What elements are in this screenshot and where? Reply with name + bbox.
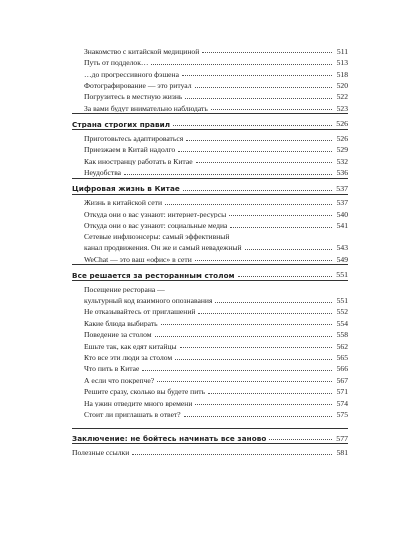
leader-dots: [132, 453, 332, 455]
toc-page-number: 577: [336, 433, 348, 443]
toc-page-number: 552: [336, 307, 348, 317]
toc-entry[interactable]: [72, 407, 348, 418]
table-of-contents: [72, 44, 348, 457]
toc-entry-title: Неудобства: [84, 169, 122, 177]
toc-page-number: 526: [336, 133, 348, 143]
toc-section-heading[interactable]: [72, 266, 348, 279]
toc-page-number: 526: [336, 119, 348, 129]
leader-dots: [161, 323, 332, 325]
toc-entry[interactable]: [72, 396, 348, 407]
toc-entry[interactable]: [72, 196, 348, 207]
toc-entry[interactable]: [72, 78, 348, 89]
toc-entry[interactable]: [72, 218, 348, 229]
leader-dots: [157, 380, 332, 382]
toc-page-number: 522: [336, 92, 348, 102]
toc-entry-title: Все решается за ресторанным столом: [72, 272, 235, 280]
toc-entry-title: Страна строгих правил: [72, 120, 171, 129]
leader-dots: [195, 403, 332, 405]
toc-page-number: 532: [336, 156, 348, 166]
toc-entry[interactable]: [72, 207, 348, 218]
leader-dots: [175, 358, 332, 360]
leader-dots: [183, 189, 332, 191]
leader-dots: [202, 51, 332, 53]
leader-dots: [155, 335, 332, 337]
toc-entry-title: …до прогрессивного фэшена: [84, 70, 179, 79]
toc-page-number: 571: [336, 387, 348, 397]
leader-dots: [186, 139, 332, 141]
toc-entry-title: Приезжаем в Китай надолго: [84, 146, 176, 154]
toc-entry-title: Фотографирование — это ритуал: [84, 81, 192, 90]
toc-entry[interactable]: [72, 384, 348, 395]
section-divider: [72, 280, 348, 281]
leader-dots: [198, 312, 332, 314]
toc-entry-title: Сетевые инфлюэнсеры: самый эффективный: [84, 233, 230, 241]
toc-entry[interactable]: [72, 241, 348, 252]
toc-entry-title: Какие блюда выбирать: [84, 319, 158, 328]
toc-entry[interactable]: [72, 165, 348, 176]
toc-entry-title: Не отказывайтесь от приглашений: [84, 308, 196, 317]
toc-page-number: 511: [336, 46, 348, 56]
leader-dots: [245, 248, 332, 250]
toc-page-number: 549: [336, 254, 348, 264]
toc-page-number: 565: [336, 353, 348, 362]
section-divider: [72, 129, 348, 130]
leader-dots: [229, 214, 332, 216]
toc-entry-title: Приготовьтесь адаптироваться: [84, 134, 184, 143]
section-divider: [72, 264, 348, 265]
toc-entry-title: Решите сразу, сколько вы будете пить: [84, 388, 206, 396]
toc-page-number: 537: [336, 198, 348, 208]
toc-entry[interactable]: [72, 293, 348, 304]
toc-entry-title: канал продвижения. Он же и самый невадежный: [84, 244, 242, 253]
section-divider: [72, 194, 348, 195]
leader-dots: [180, 346, 332, 348]
leader-dots: [185, 97, 332, 99]
leader-dots: [215, 301, 332, 303]
toc-entry-title: Посещение ресторана —: [84, 285, 165, 294]
toc-page-number: 529: [336, 145, 348, 155]
toc-entry[interactable]: [72, 350, 348, 361]
leader-dots: [182, 74, 332, 76]
toc-entry-title: Ешьте так, как едят китайцы: [84, 342, 177, 351]
toc-page-number: 551: [336, 296, 348, 306]
toc-entry[interactable]: [72, 445, 348, 456]
toc-section-heading[interactable]: [72, 430, 348, 443]
section-divider: [72, 428, 348, 429]
toc-entry-title: Что пить в Китае: [84, 365, 140, 373]
toc-entry[interactable]: [72, 131, 348, 142]
toc-entry-title: На ужин отведите много времени: [84, 399, 193, 408]
toc-entry-title: WeChat — это ваш «офис» в сети: [84, 255, 192, 264]
toc-page-number: 520: [336, 80, 348, 90]
toc-entry-title: Как иностранцу работать в Китае: [84, 157, 193, 166]
toc-entry-title: Погрузитесь в местную жизнь: [84, 93, 183, 101]
leader-dots: [195, 259, 332, 261]
toc-entry-title: Цифровая жизнь в Китае: [72, 185, 180, 193]
toc-entry-title: Полезные ссылки: [72, 449, 130, 457]
toc-page-number: 536: [336, 168, 348, 178]
toc-entry[interactable]: [72, 143, 348, 154]
toc-page-number: 558: [336, 330, 348, 340]
leader-dots: [173, 124, 332, 126]
toc-page-number: 543: [336, 243, 348, 253]
toc-entry-title: Знакомство с китайской медициной: [84, 47, 200, 56]
toc-entry[interactable]: [72, 90, 348, 101]
toc-entry-title: Заключение: не бойтесь начинать все заново: [72, 435, 267, 443]
section-divider: [72, 113, 348, 114]
toc-entry-title: А если что покрепче?: [84, 376, 155, 385]
toc-section-heading[interactable]: [72, 180, 348, 193]
toc-entry-title: Жизнь в китайской сети: [84, 199, 163, 207]
toc-page-number: 523: [336, 103, 348, 113]
toc-page-number: 574: [336, 398, 348, 408]
toc-page-number: 581: [336, 448, 348, 458]
toc-entry[interactable]: [72, 55, 348, 66]
toc-entry[interactable]: [72, 252, 348, 263]
leader-dots: [195, 86, 333, 88]
leader-dots: [208, 392, 332, 394]
toc-page-number: 551: [336, 270, 348, 280]
toc-page-number: 567: [336, 375, 348, 385]
leader-dots: [184, 415, 332, 417]
leader-dots: [124, 173, 332, 175]
toc-entry[interactable]: [72, 339, 348, 350]
leader-dots: [269, 438, 332, 440]
toc-page-number: 537: [336, 183, 348, 193]
section-divider: [72, 443, 348, 444]
toc-page-number: 513: [336, 58, 348, 68]
leader-dots: [178, 150, 332, 152]
leader-dots: [142, 369, 332, 371]
toc-entry-title: Откуда они о вас узнают: интернет-ресурсы: [84, 210, 227, 219]
toc-entry[interactable]: [72, 154, 348, 165]
leader-dots: [238, 275, 332, 277]
toc-entry[interactable]: [72, 44, 348, 55]
toc-entry-title: Путь от подделок…: [84, 59, 149, 67]
toc-entry[interactable]: [72, 101, 348, 112]
toc-entry[interactable]: [72, 67, 348, 78]
toc-page-number: 554: [336, 318, 348, 328]
toc-entry[interactable]: [72, 305, 348, 316]
toc-entry[interactable]: [72, 362, 348, 373]
toc-page-number: 541: [336, 221, 348, 231]
toc-section-heading[interactable]: [72, 115, 348, 128]
toc-page-number: 518: [336, 69, 348, 79]
toc-entry-title: Откуда они о вас узнают: социальные медиа: [84, 222, 228, 230]
leader-dots: [211, 108, 332, 110]
toc-page-number: 566: [336, 364, 348, 374]
toc-entry-title: Поведение за столом: [84, 331, 152, 339]
leader-dots: [151, 63, 332, 65]
toc-entry[interactable]: [72, 327, 348, 338]
toc-entry[interactable]: [72, 316, 348, 327]
toc-page-number: 562: [336, 341, 348, 351]
toc-page-number: 540: [336, 209, 348, 219]
leader-dots: [196, 161, 332, 163]
toc-entry-title: За вами будут внимательно наблюдать: [84, 104, 208, 113]
toc-page-number: 575: [336, 409, 348, 419]
toc-entry[interactable]: [72, 230, 348, 241]
leader-dots: [230, 226, 332, 228]
toc-entry-title: Кто все эти люди за столом: [84, 354, 173, 362]
leader-dots: [165, 203, 332, 205]
toc-entry-title: культурный код взаимного опознавания: [84, 297, 213, 305]
toc-entry-title: Стоит ли приглашать в ответ?: [84, 410, 181, 419]
toc-entry[interactable]: [72, 373, 348, 384]
section-divider: [72, 178, 348, 179]
toc-entry[interactable]: [72, 282, 348, 293]
